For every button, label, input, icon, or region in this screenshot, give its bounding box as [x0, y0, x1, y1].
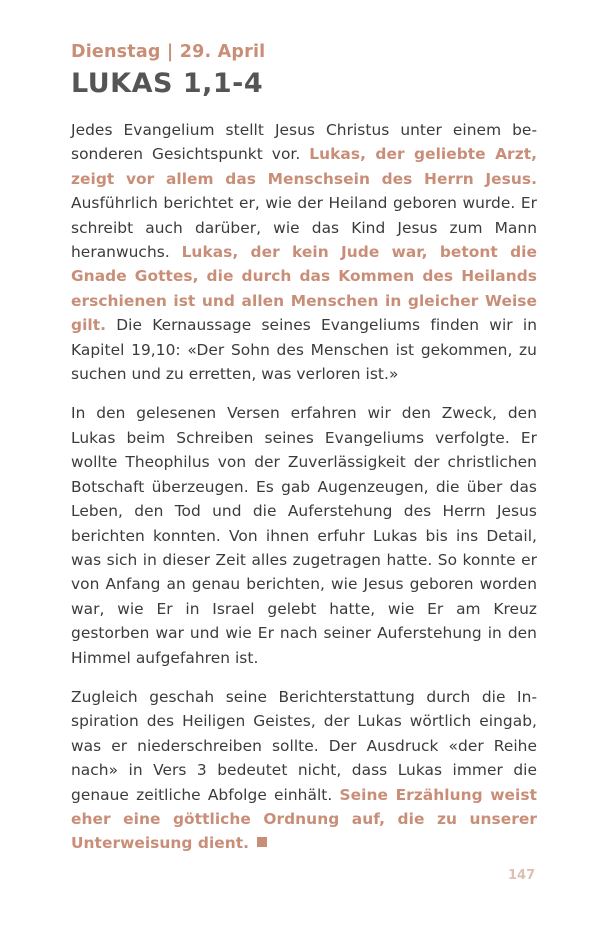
- devotional-page: [71, 40, 537, 871]
- paragraph-text: Zugleich geschah seine Berichterstattung durch die Inspiration des Heiligen Geistes, der Lukas wörtlich eingab, was er niederschreiben sollte. Der Ausdruck «der Reihe nach» in Vers 3 bedeutet nicht, dass Lukas immer die genaue zeitliche Abfolge einhält.: [71, 687, 537, 804]
- paragraph-text: Jedes Evangelium stellt Jesus Christus unter einem besonderen Gesichtspunkt vor.: [71, 121, 537, 164]
- paragraph-3: [71, 685, 537, 856]
- paragraph-text: In den gelesenen Versen erfahren wir den Zweck, den Lukas beim Schreiben seines Evangeliums verfolgte. Er wollte Theophilus von der Zuverlässigkeit der christlichen Botschaft überzeugen. Es gab Augenzeugen, die über das Leben, den Tod und die Auferstehung des Herrn Jesus berichten konnten. Von ihnen erfuhr Lukas bis ins Detail, was sich in dieser Zeit alles zugetragen hatte. So konnte er von Anfang an genau berichten, wie Jesus geboren worden war, wie Er in Israel gelebt hatte, wie Er am Kreuz gestorben war und wie Er nach seiner Auferstehung in den Himmel aufgefahren ist.: [71, 404, 537, 667]
- paragraph-2: [71, 401, 537, 669]
- paragraph-text: Ausführlich berichtet er, wie der Heiland geboren wurde. Er schreibt auch darüber, wie das Kind Jesus zum Mann heranwuchs.: [71, 194, 537, 262]
- paragraph-1: [71, 118, 537, 386]
- highlighted-text: Seine Erzählung weist eher eine göttliche Ordnung auf, die zu unserer Unterweisung dient.: [71, 785, 537, 853]
- highlighted-text: Lukas, der kein Jude war, betont die Gnade Gottes, die durch das Kommen des Heilands erschienen ist und allen Menschen in gleicher Weise gilt.: [71, 243, 537, 335]
- end-square-icon: [257, 837, 267, 847]
- date-line: Dienstag | 29. April: [71, 42, 266, 62]
- highlighted-text: Lukas, der geliebte Arzt, zeigt vor allem das Menschsein des Herrn Jesus.: [71, 145, 538, 188]
- paragraph-text: Die Kernaussage seines Evangeliums finden wir in Kapitel 19,10: «Der Sohn des Menschen ist gekommen, zu suchen und zu erretten, was verloren ist.»: [71, 316, 537, 384]
- scripture-reference-title: LUKAS 1,1-4: [71, 68, 264, 99]
- page-number: 147: [508, 868, 536, 883]
